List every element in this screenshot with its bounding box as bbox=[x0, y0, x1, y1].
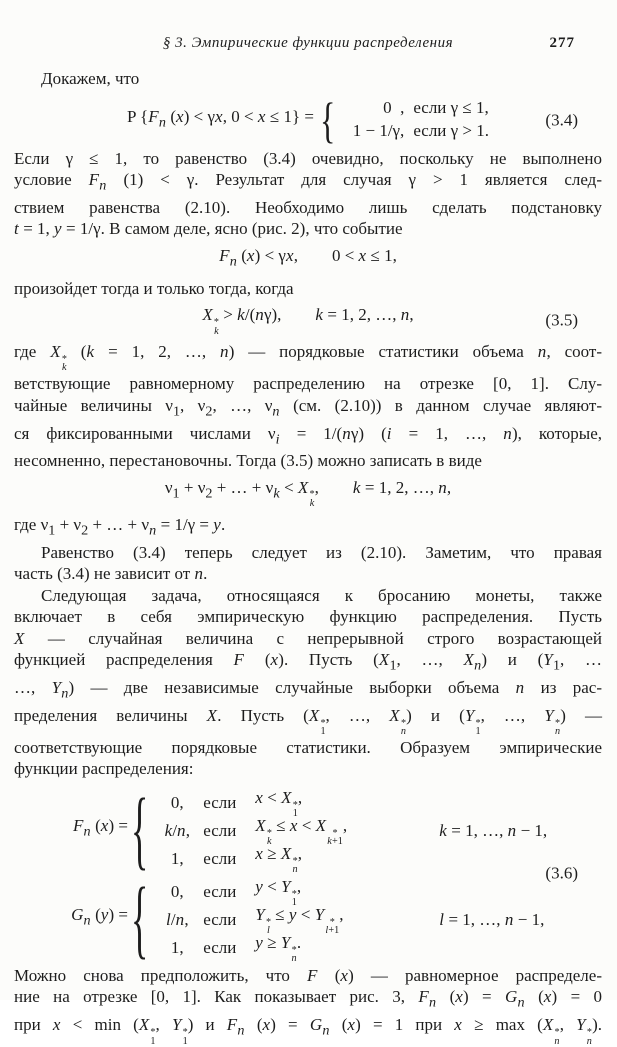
text-line: часть (3.4) не зависит от n. bbox=[14, 564, 208, 584]
case-row bbox=[151, 787, 547, 820]
case-value: 1, bbox=[170, 849, 184, 869]
case-value: 1 − 1/γ, bbox=[352, 121, 405, 141]
case-row bbox=[151, 815, 548, 848]
case-list bbox=[338, 97, 489, 143]
equation-body: X * k > k/(nγ), k = 1, 2, …, n, bbox=[202, 305, 414, 337]
text-line: пределения величины X. Пусть (X * 1 , …, X * n ) и (Y * 1 , …, Y * n ) — bbox=[14, 706, 603, 738]
case-keyword: если bbox=[203, 882, 237, 902]
case-condition: X * k ≤ x < X * k+1 , bbox=[255, 815, 348, 848]
equation-3-4 bbox=[14, 91, 602, 148]
case-condition: x ≥ X * n , bbox=[255, 843, 303, 876]
case-row bbox=[151, 876, 544, 909]
equation-number: (3.6) bbox=[545, 863, 578, 883]
text-line: чайные величины $\nu_1$, $\nu_2$, …, $\nu_n$ (см. (2.10)) в данном случае являют- bbox=[14, 395, 602, 420]
case-condition: Y * l ≤ y < Y * l+1 , bbox=[255, 904, 344, 937]
left-brace: { bbox=[319, 91, 336, 148]
case-value: 0 , bbox=[383, 98, 405, 118]
case-condition: если γ > 1. bbox=[413, 121, 490, 141]
text-line: произойдет тогда и только тогда, когда bbox=[14, 278, 294, 298]
case-row bbox=[151, 904, 545, 937]
case-keyword: если bbox=[203, 821, 237, 841]
equation-lhs: $F_n$ (x) = bbox=[72, 815, 128, 840]
case-value: 0, bbox=[170, 882, 184, 902]
equation-number: (3.4) bbox=[545, 109, 578, 129]
text-line: где X * k (k = 1, 2, …, n) — порядковые статистики объема n, соот- bbox=[14, 342, 603, 374]
text-line: Следующая задача, относящаяся к бросанию монеты, также bbox=[41, 585, 602, 605]
case-keyword: если bbox=[203, 849, 237, 869]
equation-3-5 bbox=[14, 304, 602, 336]
text-line: Если γ ≤ 1, то равенство (3.4) очевидно, поскольку не выполнено bbox=[14, 148, 602, 168]
text-line: Равенство (3.4) теперь следует из (2.10). Заметим, что правая bbox=[41, 542, 602, 562]
text-line: ветствующие равномерному распределению на отрезке [0, 1]. Слу- bbox=[14, 374, 602, 394]
text-line: t = 1, y = 1/γ. В самом деле, ясно (рис. 2), что событие bbox=[14, 219, 403, 239]
text-line: ствием равенства (2.10). Необходимо лишь сделать подстановку bbox=[14, 197, 602, 217]
case-list bbox=[151, 787, 548, 876]
case-value: k/n, bbox=[164, 821, 190, 841]
left-brace: { bbox=[131, 779, 149, 878]
text-line: функции распределения: bbox=[14, 759, 194, 779]
case-row bbox=[151, 843, 547, 876]
equation-lhs: $G_n$ (y) = bbox=[71, 904, 128, 929]
case-keyword: если bbox=[203, 938, 237, 958]
case-keyword: если bbox=[203, 910, 237, 930]
case-value: 1, bbox=[170, 938, 184, 958]
case-row bbox=[338, 97, 489, 120]
running-head bbox=[14, 33, 602, 55]
text-line: соответствующие порядковые статистики. Образуем эмпирические bbox=[14, 737, 602, 757]
case-value: l/n, bbox=[165, 910, 189, 930]
case-condition: x < X * 1 , bbox=[255, 787, 303, 820]
equation-lhs: P {$F_n$ (x) < γx, 0 < x ≤ 1} = bbox=[126, 106, 314, 130]
case-condition: y ≥ Y * n . bbox=[255, 932, 302, 965]
section-title: § 3. Эмпирические функции распределения bbox=[162, 35, 454, 51]
case-condition: если γ ≤ 1, bbox=[413, 98, 489, 118]
left-brace: { bbox=[131, 868, 149, 967]
case-condition: y < Y * 1 , bbox=[255, 876, 302, 909]
text-line: несомненно, перестановочны. Тогда (3.5) можно записать в виде bbox=[14, 451, 482, 471]
text-line: ся фиксированными числами $\nu_i = 1/(n\gamma) (i = 1$, …, n), которые, bbox=[14, 423, 602, 447]
case-range: l = 1, …, n − 1, bbox=[439, 910, 545, 930]
equation-3-6 bbox=[14, 779, 602, 967]
display-formula: $\nu_1 + \nu_2$ + … + $\nu_k < X$ * k , k = 1, 2, …, n, bbox=[164, 477, 452, 510]
text-line: функцией распределения F (x). Пусть ($X_1$, …, $X_n$) и ($Y_1$, … bbox=[14, 650, 603, 674]
text-line: Можно снова предположить, что F (x) — равномерное распределе- bbox=[14, 965, 602, 985]
text-line: при x < min (X * 1 , Y * 1 ) и $F_n$ $(x) = G_n$ (x) = 1 при x ≥ max (X * n , Y * n ). bbox=[14, 1015, 602, 1047]
case-row bbox=[338, 120, 489, 143]
case-value: 0, bbox=[170, 793, 184, 813]
case-range: k = 1, …, n − 1, bbox=[439, 821, 548, 841]
case-keyword: если bbox=[203, 793, 237, 813]
text-line: …, $Y_n$) — две независимые случайные выборки объема n из рас- bbox=[14, 678, 602, 702]
display-formula: $F_n$ (x) < γx, 0 < x ≤ 1, bbox=[219, 245, 397, 270]
equation-number: (3.5) bbox=[545, 310, 578, 330]
case-row bbox=[151, 932, 544, 965]
text-line: X — случайная величина с непрерывной строго возрастающей bbox=[14, 628, 602, 648]
text-line: где $\nu_1 + \nu_2$ + … + $\nu_n = 1/\gamma = y$. bbox=[14, 514, 226, 539]
text-line: включает в себя эмпирическую функцию распределения. Пусть bbox=[14, 607, 602, 627]
case-list bbox=[151, 876, 545, 965]
text-line: Докажем, что bbox=[41, 69, 140, 88]
page-number: 277 bbox=[549, 35, 575, 51]
text-line: условие $F_n$ (1) < γ. Результат для случая γ > 1 является след- bbox=[14, 170, 602, 194]
text-line: ние на отрезке [0, 1]. Как показывает рис. 3, $F_n$ $(x) = G_n$ (x) = 0 bbox=[14, 987, 603, 1011]
